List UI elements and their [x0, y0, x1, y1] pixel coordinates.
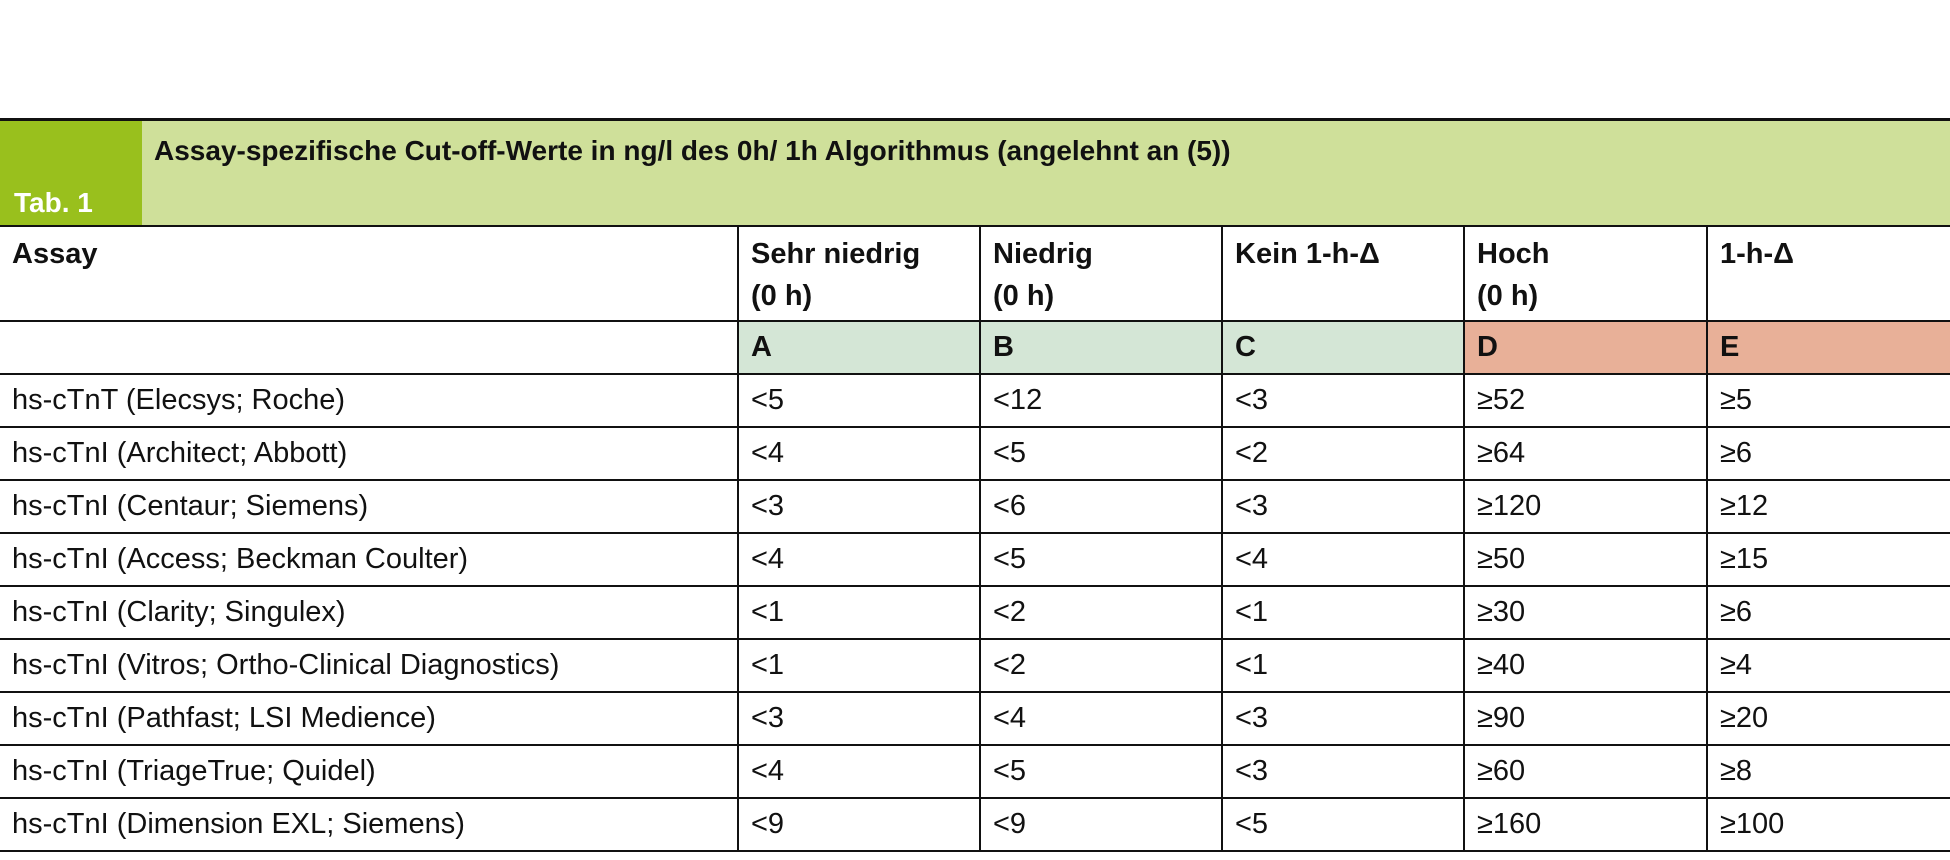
cutoff-table-panel: [0, 118, 1950, 852]
table-row: [0, 427, 1950, 480]
cutoff-value-cell: ≥64: [1464, 427, 1707, 480]
cutoff-value-cell: ≥4: [1707, 639, 1950, 692]
cutoff-value-cell: ≥40: [1464, 639, 1707, 692]
column-header: Kein 1-h-Δ: [1222, 227, 1464, 321]
cutoff-value-cell: <5: [1222, 798, 1464, 851]
column-header: Niedrig (0 h): [980, 227, 1222, 321]
cutoff-value-cell: <12: [980, 374, 1222, 427]
assay-name-cell: hs-cTnI (Clarity; Singulex): [0, 586, 738, 639]
cutoff-value-cell: ≥160: [1464, 798, 1707, 851]
cutoff-value-cell: <3: [738, 692, 980, 745]
cutoff-value-cell: <3: [1222, 480, 1464, 533]
cutoff-value-cell: <3: [1222, 374, 1464, 427]
assay-name-cell: hs-cTnI (Dimension EXL; Siemens): [0, 798, 738, 851]
assay-name-cell: hs-cTnT (Elecsys; Roche): [0, 374, 738, 427]
cutoff-value-cell: ≥60: [1464, 745, 1707, 798]
table-row: [0, 639, 1950, 692]
category-cell: [0, 321, 738, 374]
cutoff-value-cell: <5: [980, 533, 1222, 586]
assay-name-cell: hs-cTnI (Vitros; Ortho-Clinical Diagnostics): [0, 639, 738, 692]
cutoff-value-cell: <2: [1222, 427, 1464, 480]
cutoff-value-cell: ≥30: [1464, 586, 1707, 639]
cutoff-value-cell: ≥52: [1464, 374, 1707, 427]
cutoff-value-cell: <3: [738, 480, 980, 533]
category-cell: D: [1464, 321, 1707, 374]
cutoff-value-cell: <4: [1222, 533, 1464, 586]
category-cell: A: [738, 321, 980, 374]
cutoff-value-cell: <4: [738, 745, 980, 798]
cutoff-value-cell: <4: [738, 427, 980, 480]
column-header: Assay: [0, 227, 738, 321]
cutoff-value-cell: ≥8: [1707, 745, 1950, 798]
table-header-row: [0, 227, 1950, 321]
cutoff-value-cell: <9: [980, 798, 1222, 851]
table-row: [0, 745, 1950, 798]
table-row: [0, 374, 1950, 427]
table-row: [0, 533, 1950, 586]
cutoff-value-cell: <3: [1222, 692, 1464, 745]
column-header: 1-h-Δ: [1707, 227, 1950, 321]
assay-name-cell: hs-cTnI (TriageTrue; Quidel): [0, 745, 738, 798]
category-row: [0, 321, 1950, 374]
cutoff-value-cell: <1: [738, 639, 980, 692]
cutoff-value-cell: ≥100: [1707, 798, 1950, 851]
cutoff-value-cell: ≥6: [1707, 427, 1950, 480]
cutoff-value-cell: <5: [980, 745, 1222, 798]
cutoff-value-cell: <5: [738, 374, 980, 427]
cutoff-value-cell: <2: [980, 586, 1222, 639]
cutoff-value-cell: ≥120: [1464, 480, 1707, 533]
cutoff-value-cell: ≥6: [1707, 586, 1950, 639]
table-title: Assay-spezifische Cut-off-Werte in ng/l des 0h/ 1h Algorithmus (angelehnt an (5)): [154, 135, 1231, 166]
category-cell: B: [980, 321, 1222, 374]
table-row: [0, 692, 1950, 745]
cutoff-value-cell: ≥90: [1464, 692, 1707, 745]
assay-name-cell: hs-cTnI (Access; Beckman Coulter): [0, 533, 738, 586]
table-number-label: Tab. 1: [0, 121, 142, 225]
cutoff-value-cell: <1: [1222, 586, 1464, 639]
column-header: Hoch (0 h): [1464, 227, 1707, 321]
category-cell: E: [1707, 321, 1950, 374]
table-row: [0, 798, 1950, 851]
cutoff-value-cell: <1: [1222, 639, 1464, 692]
cutoff-value-cell: ≥50: [1464, 533, 1707, 586]
cutoff-value-cell: ≥20: [1707, 692, 1950, 745]
cutoff-table: [0, 227, 1950, 852]
category-cell: C: [1222, 321, 1464, 374]
cutoff-value-cell: ≥12: [1707, 480, 1950, 533]
column-header: Sehr niedrig (0 h): [738, 227, 980, 321]
cutoff-value-cell: <1: [738, 586, 980, 639]
cutoff-value-cell: ≥15: [1707, 533, 1950, 586]
cutoff-value-cell: <4: [738, 533, 980, 586]
cutoff-value-cell: <9: [738, 798, 980, 851]
assay-name-cell: hs-cTnI (Centaur; Siemens): [0, 480, 738, 533]
cutoff-value-cell: <5: [980, 427, 1222, 480]
assay-name-cell: hs-cTnI (Pathfast; LSI Medience): [0, 692, 738, 745]
cutoff-value-cell: <2: [980, 639, 1222, 692]
table-title-bar: [0, 121, 1950, 227]
table-row: [0, 480, 1950, 533]
assay-name-cell: hs-cTnI (Architect; Abbott): [0, 427, 738, 480]
cutoff-value-cell: <3: [1222, 745, 1464, 798]
cutoff-value-cell: <4: [980, 692, 1222, 745]
cutoff-value-cell: ≥5: [1707, 374, 1950, 427]
table-row: [0, 586, 1950, 639]
cutoff-value-cell: <6: [980, 480, 1222, 533]
